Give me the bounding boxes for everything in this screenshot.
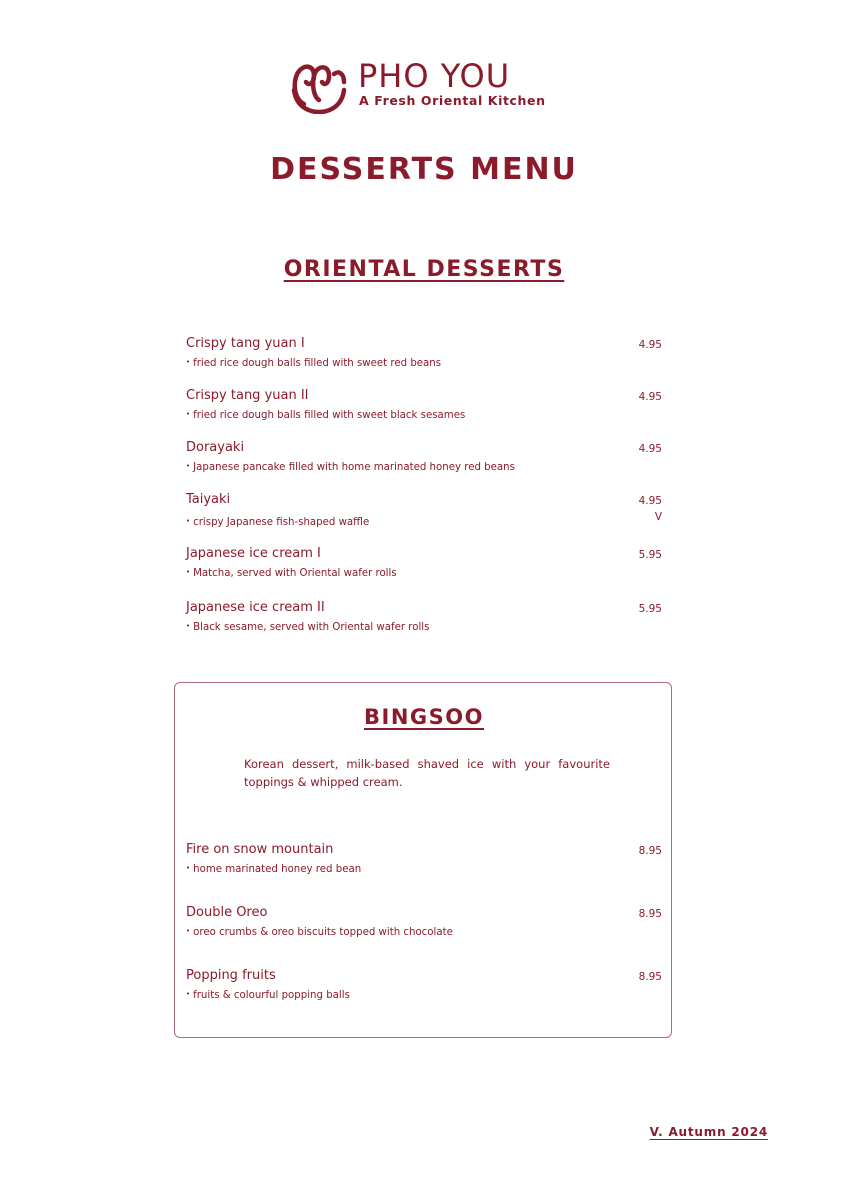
item-price: 4.95: [638, 495, 662, 507]
item-price: 8.95: [638, 845, 662, 857]
menu-item: [186, 546, 662, 581]
item-price: 8.95: [638, 971, 662, 983]
item-description: [186, 565, 662, 581]
page-title: DESSERTS MENU: [270, 152, 578, 187]
item-description-text: fried rice dough balls filled with sweet red beans: [193, 358, 442, 369]
item-description-text: Matcha, served with Oriental wafer rolls: [193, 568, 397, 579]
item-name: Fire on snow mountain: [186, 842, 334, 857]
item-price: 5.95: [638, 549, 662, 561]
item-price: 4.95: [638, 339, 662, 351]
bullet-icon: •: [186, 622, 191, 630]
menu-item: [186, 492, 662, 530]
menu-version: V. Autumn 2024: [649, 1125, 768, 1139]
item-description: [186, 459, 662, 475]
item-description-text: fried rice dough balls filled with sweet black sesames: [193, 410, 466, 421]
item-name: Taiyaki: [186, 492, 231, 507]
brand-logo: [290, 58, 570, 114]
item-name: Japanese ice cream II: [186, 600, 325, 615]
item-description-text: home marinated honey red bean: [193, 864, 362, 875]
vegetarian-mark: V: [654, 511, 662, 523]
menu-item: [186, 388, 662, 423]
bullet-icon: •: [186, 410, 191, 418]
bullet-icon: •: [186, 568, 191, 576]
item-description-text: crispy Japanese fish-shaped waffle: [193, 517, 370, 528]
item-description-text: oreo crumbs & oreo biscuits topped with chocolate: [193, 927, 453, 938]
item-description: [186, 619, 662, 635]
item-name: Dorayaki: [186, 440, 245, 455]
item-price: 4.95: [638, 391, 662, 403]
item-name: Japanese ice cream I: [186, 546, 321, 561]
item-price: 5.95: [638, 603, 662, 615]
menu-item: [186, 905, 662, 940]
item-name: Crispy tang yuan II: [186, 388, 309, 403]
menu-item: [186, 336, 662, 371]
item-price: 4.95: [638, 443, 662, 455]
bullet-icon: •: [186, 927, 191, 935]
item-description-text: Japanese pancake filled with home marinated honey red beans: [193, 462, 515, 473]
item-description-text: Black sesame, served with Oriental wafer rolls: [193, 622, 430, 633]
menu-item: [186, 440, 662, 475]
bullet-icon: •: [186, 358, 191, 366]
item-description: [186, 355, 662, 371]
section-title-oriental: ORIENTAL DESSERTS: [283, 257, 565, 282]
item-description: [186, 861, 662, 877]
item-description: [186, 924, 662, 940]
item-description: [186, 514, 662, 530]
item-price: 8.95: [638, 908, 662, 920]
bullet-icon: •: [186, 990, 191, 998]
item-description: [186, 407, 662, 423]
item-name: Popping fruits: [186, 968, 276, 983]
item-description-text: fruits & colourful popping balls: [193, 990, 350, 1001]
bingsoo-intro: Korean dessert, milk-based shaved ice with your favourite toppings & whipped cream.: [244, 757, 610, 789]
brand-name: PHO YOU: [358, 57, 511, 95]
bullet-icon: •: [186, 864, 191, 872]
menu-item: [186, 968, 662, 1003]
brand-tagline: A Fresh Oriental Kitchen: [359, 93, 546, 108]
pho-you-bowl-logo-icon: [290, 60, 348, 114]
bullet-icon: •: [186, 517, 191, 525]
item-name: Double Oreo: [186, 905, 268, 920]
item-name: Crispy tang yuan I: [186, 336, 305, 351]
menu-item: [186, 600, 662, 635]
bullet-icon: •: [186, 462, 191, 470]
item-description: [186, 987, 662, 1003]
menu-item: [186, 842, 662, 877]
section-title-bingsoo: BINGSOO: [364, 705, 484, 729]
